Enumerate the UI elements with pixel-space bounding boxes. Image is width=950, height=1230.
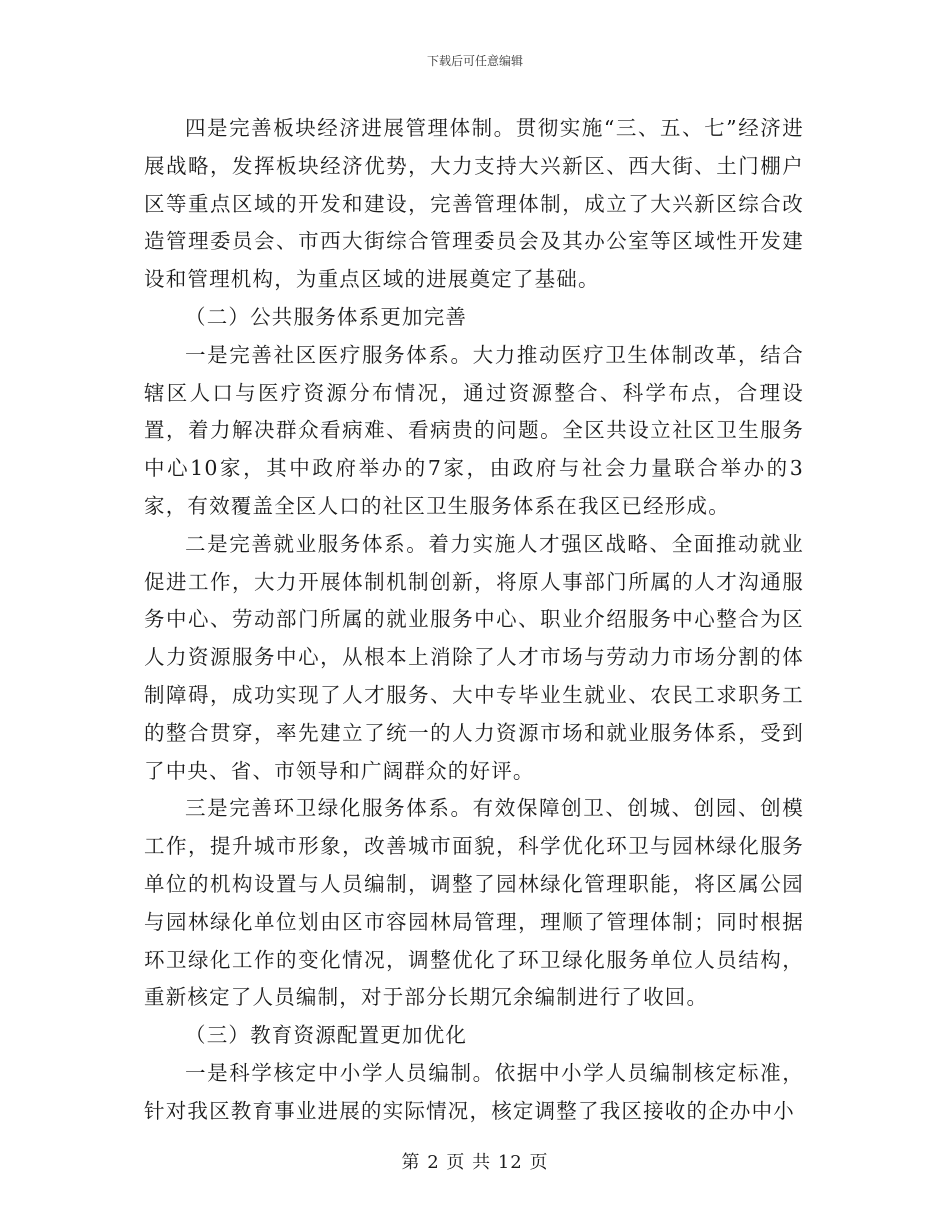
document-body [144,110,804,1131]
paragraph-employment-services: 二是完善就业服务体系。着力实施人才强区战略、全面推动就业促进工作，大力开展体制机制创新，将原人事部门所属的人才沟通服务中心、劳动部门所属的就业服务中心、职业介绍服务中心整合为区人力资源服务中心，从根本上消除了人才市场与劳动力市场分割的体制障碍，成功实现了人才服务、大中专毕业生就业、农民工求职务工的整合贯穿，率先建立了统一的人力资源市场和就业服务体系，受到了中央、省、市领导和广阔群众的好评。 [144,531,804,783]
paragraph-sanitation-greening: 三是完善环卫绿化服务体系。有效保障创卫、创城、创园、创模工作，提升城市形象，改善城市面貌，科学优化环卫与园林绿化服务单位的机构设置与人员编制，调整了园林绿化管理职能，将区属公园与园林绿化单位划由区市容园林局管理，理顺了管理体制；同时根据环卫绿化工作的变化情况，调整优化了环卫绿化服务单位人员结构，重新核定了人员编制，对于部分长期冗余编制进行了收回。 [144,796,804,1010]
page-number: 第 2 页 共 12 页 [401,1152,549,1173]
paragraph-school-staffing: 一是科学核定中小学人员编制。依据中小学人员编制核定标准，针对我区教育事业进展的实际情况，核定调整了我区接收的企办中小 [144,1060,804,1123]
paragraph-block-economy: 四是完善板块经济进展管理体制。贯彻实施“三、五、七”经济进展战略，发挥板块经济优势，大力支持大兴新区、西大街、土门棚户区等重点区域的开发和建设，完善管理体制，成立了大兴新区综合改造管理委员会、市西大街综合管理委员会及其办公室等区域性开发建设和管理机构，为重点区域的进展奠定了基础。 [144,116,804,292]
paragraph-medical-services: 一是完善社区医疗服务体系。大力推动医疗卫生体制改革，结合辖区人口与医疗资源分布情况，通过资源整合、科学布点，合理设置，着力解决群众看病难、看病贵的问题。全区共设立社区卫生服务中心10家，其中政府举办的7家，由政府与社会力量联合举办的3家，有效覆盖全区人口的社区卫生服务体系在我区已经形成。 [144,342,804,518]
section-heading-public-services: （二）公共服务体系更加完善 [185,304,468,329]
page-header-note: 下载后可任意编辑 [426,54,523,68]
section-heading-education: （三）教育资源配置更加优化 [185,1023,468,1048]
